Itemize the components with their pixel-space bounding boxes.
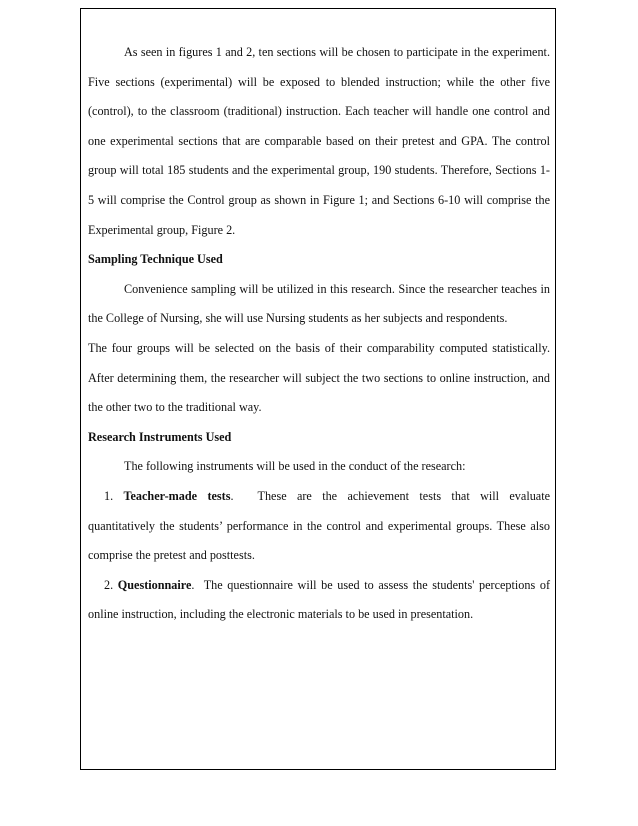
list-description: The questionnaire will be used to assess the students' perceptions of online instruction, including the electronic materials to be used in presentation.	[88, 577, 551, 622]
heading-sampling-technique: Sampling Technique Used	[88, 252, 223, 267]
document-body	[88, 38, 550, 630]
heading-research-instruments: Research Instruments Used	[88, 429, 232, 444]
paragraph-group-selection: The four groups will be selected on the basis of their comparability computed statistically. After determining them, the researcher will subject the two sections to online instruction, and the other two to the traditional way.	[88, 340, 550, 415]
paragraph-sampling: Convenience sampling will be utilized in this research. Since the researcher teaches in the College of Nursing, she will use Nursing students as her subjects and respondents.	[88, 281, 550, 326]
paragraph-instruments-intro: The following instruments will be used in the conduct of the research:	[124, 459, 466, 474]
list-number: 2.	[104, 577, 114, 592]
list-term-punctuation: .	[191, 577, 195, 592]
list-number: 1.	[104, 488, 114, 503]
list-item-questionnaire	[88, 571, 550, 630]
list-term: Teacher-made tests	[123, 488, 231, 503]
list-term: Questionnaire	[117, 577, 192, 592]
list-item-teacher-made-tests	[88, 482, 550, 571]
list-term-punctuation: .	[230, 488, 234, 503]
list-description: These are the achievement tests that will evaluate quantitatively the students’ performance in the control and experimental groups. These also comprise the pretest and posttests.	[88, 488, 550, 563]
paragraph-design-overview: As seen in figures 1 and 2, ten sections will be chosen to participate in the experiment. Five sections (experimental) will be exposed to blended instruction; while the other five (control), to the classroom (traditional) instruction. Each teacher will handle one control and one experimental sections that are comparable based on their pretest and GPA. The control group will total 185 students and the experimental group, 190 students. Therefore, Sections 1-5 will comprise the Control group as shown in Figure 1; and Sections 6-10 will comprise the Experimental group, Figure 2.	[88, 45, 550, 237]
